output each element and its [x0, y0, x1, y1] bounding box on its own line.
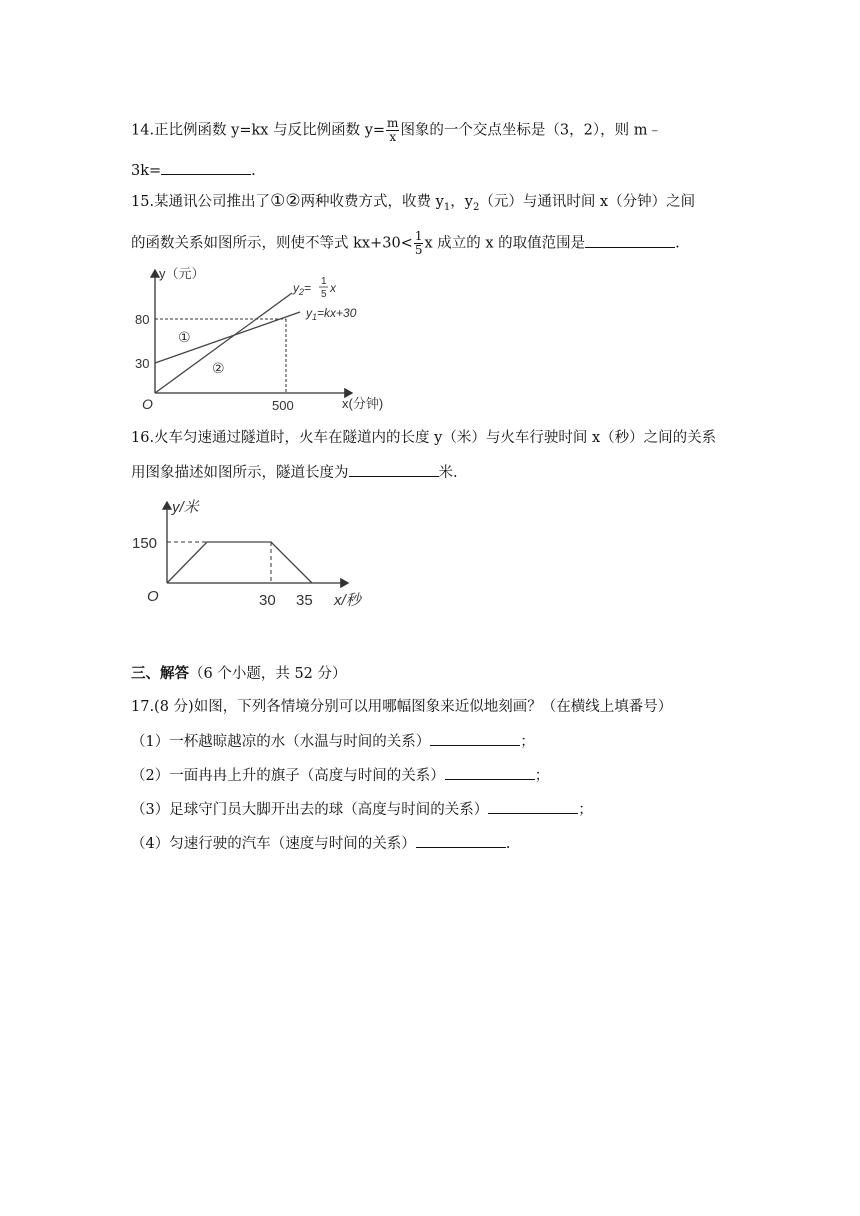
q17-item-4-blank[interactable]	[416, 833, 506, 848]
q15-circle-2: ②	[285, 191, 301, 211]
q14-frac-den: x	[389, 130, 397, 144]
q15-y-tick-80: 80	[135, 312, 150, 327]
q16-line1	[131, 428, 716, 448]
q14-line1	[131, 117, 662, 144]
q15-line2-suffix: .	[675, 235, 680, 252]
q15-line1	[131, 191, 695, 218]
q14-text-a: 14.正比例函数 y=kx 与反比例函数 y=	[131, 122, 386, 139]
q16-x-tick-35: 35	[296, 592, 313, 609]
q15-graph	[130, 262, 400, 417]
q15-y-axis-label: y（元）	[159, 266, 205, 281]
q17-item-3-end: ；	[578, 802, 593, 818]
q17-item-1-end: ；	[520, 734, 535, 750]
q15-line-y1	[155, 312, 300, 363]
q17-item-3-text: （3）足球守门员大脚开出去的球（高度与时间的关系）	[131, 802, 489, 818]
q15-answer-blank[interactable]	[585, 233, 675, 248]
q16-text-c: 米.	[438, 465, 458, 481]
q16-text-a: 16.火车匀速通过隧道时，火车在隧道内的长度 y（米）与火车行驶时间 x（秒）之间的关系	[131, 430, 717, 446]
q15-text-b: 两种收费方式，收费 y	[300, 194, 444, 210]
q15-y2-frac-den: 5	[321, 289, 327, 300]
q16-answer-blank[interactable]	[349, 462, 439, 477]
q17-item-1	[131, 731, 535, 752]
q15-region-1: ①	[178, 329, 191, 345]
q15-y-tick-30: 30	[135, 356, 150, 371]
q15-line-y2	[155, 293, 292, 393]
q17-item-2	[131, 765, 549, 786]
q15-x-axis-label: x(分钟)	[342, 396, 384, 411]
q15-circle-1: ①	[270, 191, 286, 211]
q15-text-f: x 成立的 x 的取值范围是	[424, 235, 586, 252]
q16-origin-label: O	[147, 588, 159, 605]
q14-answer-blank[interactable]	[161, 160, 251, 175]
q15-text-e: 的函数关系如图所示，则使不等式 kx+30<	[131, 235, 413, 252]
q16-line2	[131, 462, 458, 483]
q14-fraction	[386, 117, 399, 144]
q15-y2-x: x	[330, 281, 336, 295]
q15-y2-label: $y_2=$	[293, 281, 312, 297]
q15-line2	[131, 230, 680, 257]
q16-graph	[130, 492, 370, 617]
q15-text-c: ，y	[450, 194, 473, 210]
q17-item-2-blank[interactable]	[445, 765, 535, 780]
q17-item-1-blank[interactable]	[430, 731, 520, 746]
q15-text-a: 15.某通讯公司推出了	[131, 194, 271, 210]
q15-y2-frac-num: 1	[321, 276, 327, 287]
q15-text-d: （元）与通讯时间 x（分钟）之间	[479, 194, 696, 210]
q15-fraction	[414, 230, 424, 257]
q16-x-tick-30: 30	[259, 592, 276, 609]
q17-item-4-text: （4）匀速行驶的汽车（速度与时间的关系）	[131, 836, 416, 852]
q17-item-1-text: （1）一杯越晾越凉的水（水温与时间的关系）	[131, 734, 431, 750]
q15-region-2: ②	[212, 360, 225, 376]
q14-line2-prefix: 3k=	[131, 163, 162, 179]
q15-y1-label: $y_1=kx+30$	[306, 306, 357, 322]
q15-origin-label: O	[142, 396, 153, 412]
q14-line2-suffix: .	[251, 163, 256, 179]
q14-text-b: 图象的一个交点坐标是（3，2），则 m﹣	[400, 122, 662, 139]
q15-x-tick-500: 500	[272, 398, 294, 413]
q16-x-axis-label: x/秒	[334, 592, 361, 609]
q16-text-b: 用图象描述如图所示，隧道长度为	[131, 465, 349, 481]
q14-frac-num: m	[387, 116, 399, 130]
q17-stem	[131, 697, 672, 717]
section3-title: 三、解答	[131, 665, 189, 682]
q15-frac-den: 5	[414, 243, 423, 257]
q16-y-tick-150: 150	[132, 535, 158, 552]
q17-item-4	[131, 833, 510, 854]
q17-item-4-end: .	[505, 836, 511, 852]
q16-graph-line	[167, 542, 312, 583]
q17-item-2-end: ；	[534, 768, 550, 784]
q17-stem-text: 17.(8 分)如图，下列各情境分别可以用哪幅图象来近似地刻画？（在横线上填番号）	[131, 699, 673, 715]
q15-sub-1: 1	[443, 201, 451, 213]
q16-y-axis-label: y/米	[172, 499, 199, 516]
section3-note: （6 个小题，共 52 分）	[189, 666, 347, 682]
section3-header	[131, 664, 347, 684]
q17-item-3	[131, 799, 593, 820]
q17-item-3-blank[interactable]	[488, 799, 578, 814]
q15-frac-num: 1	[414, 229, 423, 243]
q14-line2	[131, 160, 256, 181]
q15-sub-2: 2	[472, 201, 480, 213]
q17-item-2-text: （2）一面冉冉上升的旗子（高度与时间的关系）	[131, 768, 445, 784]
